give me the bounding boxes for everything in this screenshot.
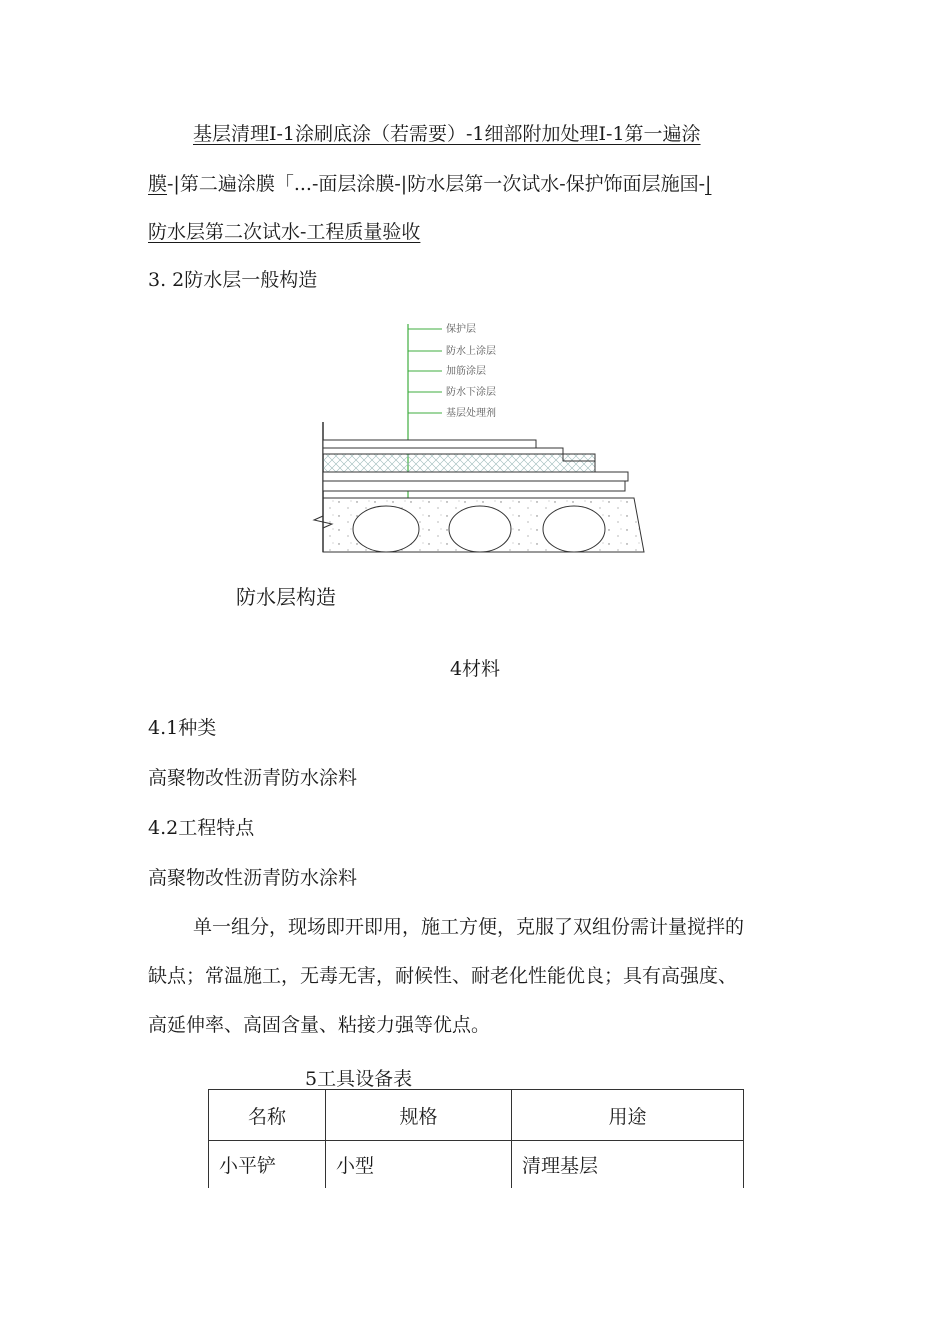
diagram-label-lower-coat: 防水下涂层 [446,387,496,398]
section-heading-4: 4材料 [449,658,501,680]
features-line-2: 缺点；常温施工，无毒无害，耐候性、耐老化性能优良；具有高强度、 [148,965,738,987]
slab-hole-2 [449,506,511,552]
table-cell-spec: 小型 [326,1141,512,1189]
section-heading-4-2: 4.2工程特点 [148,817,255,839]
material-name-2: 高聚物改性沥青防水涂料 [148,867,358,889]
flow-line-2-middle: -|第二遍涂膜「...-面层涂膜-|防水层第一次试水-保护饰面层施国- [167,173,706,195]
table-header-use: 用途 [512,1090,744,1141]
tools-table [208,1089,744,1188]
upper-coat-layer [323,448,563,454]
section-heading-4-1: 4.1种类 [148,717,217,739]
flow-line-2-end: | [705,173,712,195]
flow-line-3: 防水层第二次试水-工程质量验收 [148,221,421,243]
features-line-1: 单一组分，现场即开即用，施工方便，克服了双组份需计量搅拌的 [193,916,745,938]
diagram-label-base-treatment: 基层处理剂 [446,408,496,419]
diagram-caption: 防水层构造 [236,585,336,609]
flow-line-2 [148,172,808,196]
lower-coat-layer [323,472,628,481]
protection-layer [323,440,536,448]
table-row [209,1141,744,1189]
table-cell-use: 清理基层 [512,1141,744,1189]
diagram-label-protection: 保护层 [446,324,476,335]
features-line-3: 高延伸率、高固含量、粘接力强等优点。 [148,1014,491,1036]
table-cell-name: 小平铲 [209,1141,326,1189]
waterproof-layer-diagram [300,316,650,556]
tools-table-title: 5工具设备表 [305,1068,413,1090]
table-header-spec: 规格 [326,1090,512,1141]
table-header-row [209,1090,744,1141]
flow-line-1: 基层清理Ⅰ-1涂刷底涂（若需要）-1细部附加处理Ⅰ-1第一遍涂 [193,123,701,145]
slab-hole-1 [353,506,419,552]
slab-hole-3 [543,506,605,552]
diagram-label-reinforced-coat: 加筋涂层 [446,366,486,377]
table-header-name: 名称 [209,1090,326,1141]
material-name-1: 高聚物改性沥青防水涂料 [148,767,358,789]
reinforced-coat-layer [323,454,595,472]
diagram-label-upper-coat: 防水上涂层 [446,346,496,357]
section-heading-3-2: 3. 2防水层一般构造 [148,269,318,291]
flow-line-2-start: 膜 [148,173,168,195]
base-treatment-layer [323,481,625,491]
